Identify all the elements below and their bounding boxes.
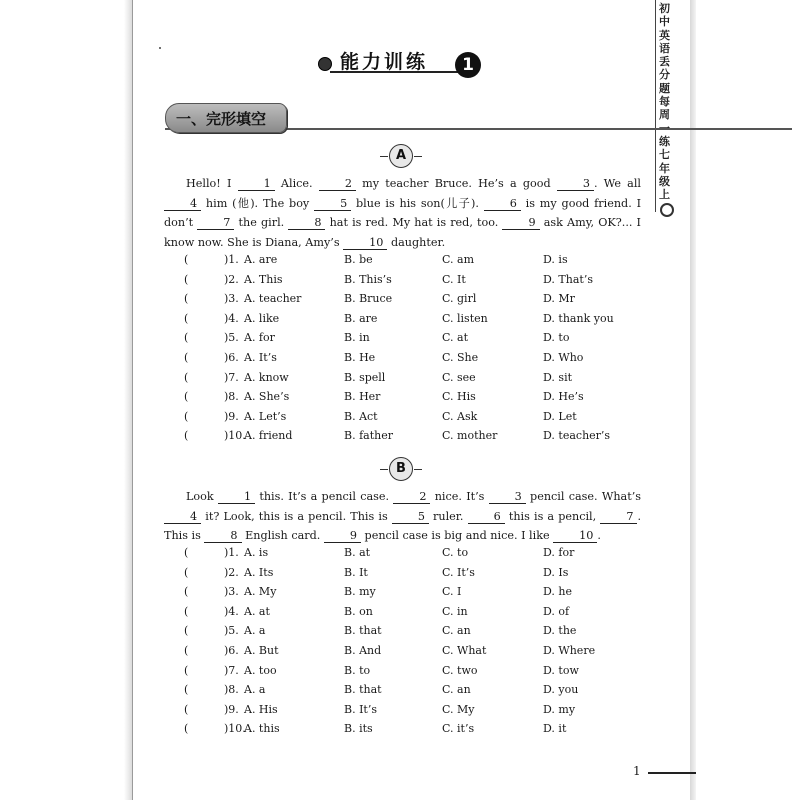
- answer-blank[interactable]: 5: [392, 510, 429, 524]
- question-number: )10.: [224, 722, 246, 736]
- passage-text: it?: [201, 509, 220, 523]
- passage-text: pencil case. What’s: [525, 490, 641, 503]
- option-d[interactable]: D. my: [543, 702, 576, 716]
- option-c[interactable]: C. two: [442, 663, 478, 677]
- passage-text: ruler.: [428, 509, 468, 523]
- option-c[interactable]: C. am: [442, 253, 475, 266]
- option-c[interactable]: C. to: [442, 546, 469, 559]
- question-number: )4.: [224, 604, 239, 618]
- option-a[interactable]: A. It’s: [244, 350, 277, 364]
- option-a[interactable]: A. for: [244, 331, 275, 345]
- passage-text: hat is: [325, 216, 362, 229]
- passage-text: is my good friend. I don’t: [164, 196, 641, 229]
- option-b[interactable]: B. that: [344, 683, 382, 697]
- answer-blank[interactable]: 8: [288, 216, 325, 230]
- passage-text: . This is: [164, 509, 641, 542]
- option-a[interactable]: A. is: [244, 546, 269, 559]
- passage-text: Look, this is a pencil. This is: [223, 509, 392, 523]
- answer-blank[interactable]: 6: [468, 510, 505, 524]
- option-a[interactable]: A. My: [244, 585, 277, 599]
- passage-a-text: [164, 174, 641, 252]
- answer-paren[interactable]: (: [184, 409, 189, 423]
- question-number: )10.: [224, 429, 246, 443]
- side-title: 初中英语丢分题每周 练七年级上: [659, 2, 670, 202]
- section-label: 一、完形填空: [176, 110, 267, 128]
- answer-blank[interactable]: 2: [393, 490, 430, 504]
- answer-blank[interactable]: 7: [600, 510, 637, 524]
- option-c[interactable]: C. it’s: [442, 722, 475, 736]
- question-number: )7.: [224, 370, 239, 384]
- answer-paren[interactable]: (: [184, 643, 189, 657]
- page-right-shadow: [690, 0, 696, 800]
- passage-text: . We all: [594, 177, 642, 190]
- option-a[interactable]: A. like: [244, 311, 280, 325]
- option-a[interactable]: A. This: [244, 272, 283, 286]
- option-b[interactable]: B. be: [344, 253, 373, 266]
- passage-text: pencil case is big and nice. I like: [361, 529, 554, 542]
- option-c[interactable]: C. His: [442, 390, 476, 404]
- option-a[interactable]: A. Let’s: [244, 409, 287, 423]
- passage-text: The boy: [262, 196, 315, 210]
- option-b[interactable]: B. at: [344, 546, 371, 559]
- option-c[interactable]: C. It’s: [442, 565, 475, 579]
- option-b[interactable]: B. my: [344, 585, 376, 599]
- answer-paren[interactable]: (: [184, 272, 189, 286]
- answer-paren[interactable]: (: [184, 683, 189, 697]
- option-b[interactable]: B. in: [344, 331, 370, 345]
- passage-text: Alice.: [274, 177, 319, 190]
- option-a[interactable]: A. know: [244, 370, 289, 384]
- option-d[interactable]: D. tow: [543, 663, 579, 677]
- option-b[interactable]: B. Her: [344, 390, 381, 404]
- answer-paren[interactable]: (: [184, 311, 189, 325]
- option-c[interactable]: C. an: [442, 683, 471, 697]
- passage-paragraph: [164, 174, 641, 252]
- answer-blank[interactable]: 5: [314, 197, 351, 211]
- answer-paren[interactable]: (: [184, 350, 189, 364]
- page-title: [318, 47, 488, 79]
- answer-blank[interactable]: 9: [502, 216, 539, 230]
- answer-blank[interactable]: 7: [197, 216, 234, 230]
- question-number: )3.: [224, 585, 239, 599]
- option-a[interactable]: A. too: [244, 663, 277, 677]
- option-c[interactable]: C. She: [442, 350, 479, 364]
- question-number: )2.: [224, 565, 239, 579]
- answer-blank[interactable]: 1: [218, 490, 255, 504]
- option-d[interactable]: D. Where: [543, 643, 596, 657]
- answer-paren[interactable]: (: [184, 702, 189, 716]
- answer-paren[interactable]: (: [184, 546, 189, 559]
- question-number: )9.: [224, 409, 239, 423]
- option-d[interactable]: D. Is: [543, 565, 569, 579]
- answer-paren[interactable]: (: [184, 585, 189, 599]
- passage-text: blue is his son(儿子).: [351, 196, 484, 210]
- title-text: 能力训练: [340, 51, 429, 73]
- answer-blank[interactable]: 4: [164, 197, 201, 211]
- page-number: 1: [633, 764, 641, 778]
- section-tag: [165, 103, 287, 133]
- title-number-badge: 1: [455, 52, 481, 78]
- passage-text: my teacher Bruce. He’s a good: [355, 177, 557, 190]
- option-c[interactable]: C. at: [442, 331, 468, 345]
- title-bullet-icon: [318, 57, 332, 71]
- option-c[interactable]: C. My: [442, 702, 475, 716]
- answer-paren[interactable]: (: [184, 429, 189, 443]
- page-edge-shadow: [124, 0, 132, 800]
- question-number: )8.: [224, 683, 239, 697]
- option-d[interactable]: D. Let: [543, 409, 577, 423]
- option-a[interactable]: A. are: [244, 253, 278, 266]
- question-number: )7.: [224, 663, 239, 677]
- option-c[interactable]: C. What: [442, 643, 487, 657]
- question-number: )5.: [224, 624, 239, 638]
- question-number: )2.: [224, 272, 239, 286]
- answer-paren[interactable]: (: [184, 253, 189, 266]
- option-b[interactable]: B. spell: [344, 370, 386, 384]
- answer-paren[interactable]: (: [184, 663, 189, 677]
- question-number: )1.: [224, 546, 239, 559]
- passage-text: this is a pencil,: [504, 509, 601, 523]
- option-d[interactable]: D. That’s: [543, 272, 593, 286]
- option-c[interactable]: C. It: [442, 272, 466, 286]
- answer-paren[interactable]: (: [184, 604, 189, 618]
- passage-text: the girl.: [234, 216, 289, 229]
- question-number: )8.: [224, 390, 239, 404]
- side-title-dot-icon: [660, 203, 674, 217]
- option-d[interactable]: D. sit: [543, 370, 573, 384]
- option-b[interactable]: B. to: [344, 663, 371, 677]
- passage-text: card.: [291, 529, 324, 542]
- stray-mark: [159, 47, 161, 49]
- answer-paren[interactable]: (: [184, 722, 189, 736]
- answer-paren[interactable]: (: [184, 565, 189, 579]
- answer-paren[interactable]: (: [184, 292, 189, 306]
- passage-text: daughter.: [390, 235, 446, 249]
- answer-blank[interactable]: 3: [557, 177, 594, 191]
- option-d[interactable]: D. of: [543, 604, 570, 618]
- question-number: )6.: [224, 643, 239, 657]
- option-d[interactable]: D. he: [543, 585, 573, 599]
- answer-paren[interactable]: (: [184, 390, 189, 404]
- option-c[interactable]: C. in: [442, 604, 468, 618]
- question-number: )1.: [224, 253, 239, 266]
- option-a[interactable]: A. teacher: [244, 292, 302, 306]
- passage-text: this. It’s a pencil case.: [255, 490, 394, 503]
- question-number: )6.: [224, 350, 239, 364]
- option-b[interactable]: B. are: [344, 311, 378, 325]
- question-number: )3.: [224, 292, 239, 306]
- option-c[interactable]: C. girl: [442, 292, 477, 306]
- option-b[interactable]: B. on: [344, 604, 373, 618]
- question-number: )4.: [224, 311, 239, 325]
- option-b[interactable]: B. This’s: [344, 272, 392, 286]
- option-d[interactable]: D. teacher’s: [543, 429, 611, 443]
- question-number: )5.: [224, 331, 239, 345]
- option-c[interactable]: C. mother: [442, 429, 498, 443]
- passage-label-b: B: [389, 457, 413, 481]
- option-d[interactable]: D. thank you: [543, 311, 614, 325]
- passage-text: Look: [186, 490, 218, 503]
- answer-paren[interactable]: (: [184, 370, 189, 384]
- option-d[interactable]: D. to: [543, 331, 570, 345]
- option-a[interactable]: A. But: [244, 643, 279, 657]
- question-number: )9.: [224, 702, 239, 716]
- option-d[interactable]: D. Who: [543, 350, 584, 364]
- option-d[interactable]: D. He’s: [543, 390, 584, 404]
- passage-label-a: A: [389, 144, 413, 168]
- passage-text: .: [597, 529, 601, 542]
- answer-blank[interactable]: 6: [484, 197, 521, 211]
- option-a[interactable]: A. Its: [244, 565, 274, 579]
- passage-text: ask Amy, OK?... I know now. She is Diana, Amy’s: [164, 216, 641, 249]
- option-d[interactable]: D. you: [543, 683, 579, 697]
- option-b[interactable]: B. It: [344, 565, 368, 579]
- option-b[interactable]: B. Bruce: [344, 292, 393, 306]
- answer-blank[interactable]: 8: [204, 529, 241, 543]
- option-d[interactable]: D. Mr: [543, 292, 575, 306]
- option-b[interactable]: B. He: [344, 350, 376, 364]
- answer-blank[interactable]: 2: [319, 177, 356, 191]
- option-c[interactable]: C. an: [442, 624, 471, 638]
- option-c[interactable]: C. Ask: [442, 409, 478, 423]
- answer-blank[interactable]: 1: [238, 177, 275, 191]
- option-b[interactable]: B. Act: [344, 409, 378, 423]
- answer-blank[interactable]: 10: [343, 236, 387, 250]
- option-b[interactable]: B. that: [344, 624, 382, 638]
- passage-b-text: [164, 487, 641, 546]
- passage-text: English: [241, 529, 288, 542]
- option-a[interactable]: A. a: [244, 683, 266, 697]
- option-b[interactable]: B. its: [344, 722, 373, 736]
- option-a[interactable]: A. His: [244, 702, 278, 716]
- answer-paren[interactable]: (: [184, 331, 189, 345]
- page-number-rule: [648, 772, 696, 774]
- answer-paren[interactable]: (: [184, 624, 189, 638]
- option-a[interactable]: A. at: [244, 604, 270, 618]
- option-d[interactable]: D. for: [543, 546, 575, 559]
- passage-text: Hello! I: [186, 177, 238, 190]
- passage-paragraph: [164, 487, 641, 546]
- option-b[interactable]: B. It’s: [344, 702, 377, 716]
- option-a[interactable]: A. a: [244, 624, 266, 638]
- option-c[interactable]: C. listen: [442, 311, 488, 325]
- passage-text: red. My hat is red, too.: [365, 216, 503, 229]
- option-a[interactable]: A. friend: [244, 429, 293, 443]
- answer-blank[interactable]: 3: [489, 490, 526, 504]
- answer-blank[interactable]: 10: [553, 529, 597, 543]
- option-c[interactable]: C. I: [442, 585, 462, 599]
- answer-blank[interactable]: 4: [164, 510, 201, 524]
- option-a[interactable]: A. She’s: [244, 390, 290, 404]
- passage-text: nice. It’s: [430, 490, 489, 503]
- answer-blank[interactable]: 9: [324, 529, 361, 543]
- option-a[interactable]: A. this: [244, 722, 280, 736]
- option-d[interactable]: D. is: [543, 253, 568, 266]
- option-b[interactable]: B. And: [344, 643, 382, 657]
- option-d[interactable]: D. it: [543, 722, 567, 736]
- option-b[interactable]: B. father: [344, 429, 393, 443]
- option-c[interactable]: C. see: [442, 370, 476, 384]
- passage-text: him (他).: [201, 196, 259, 210]
- option-d[interactable]: D. the: [543, 624, 577, 638]
